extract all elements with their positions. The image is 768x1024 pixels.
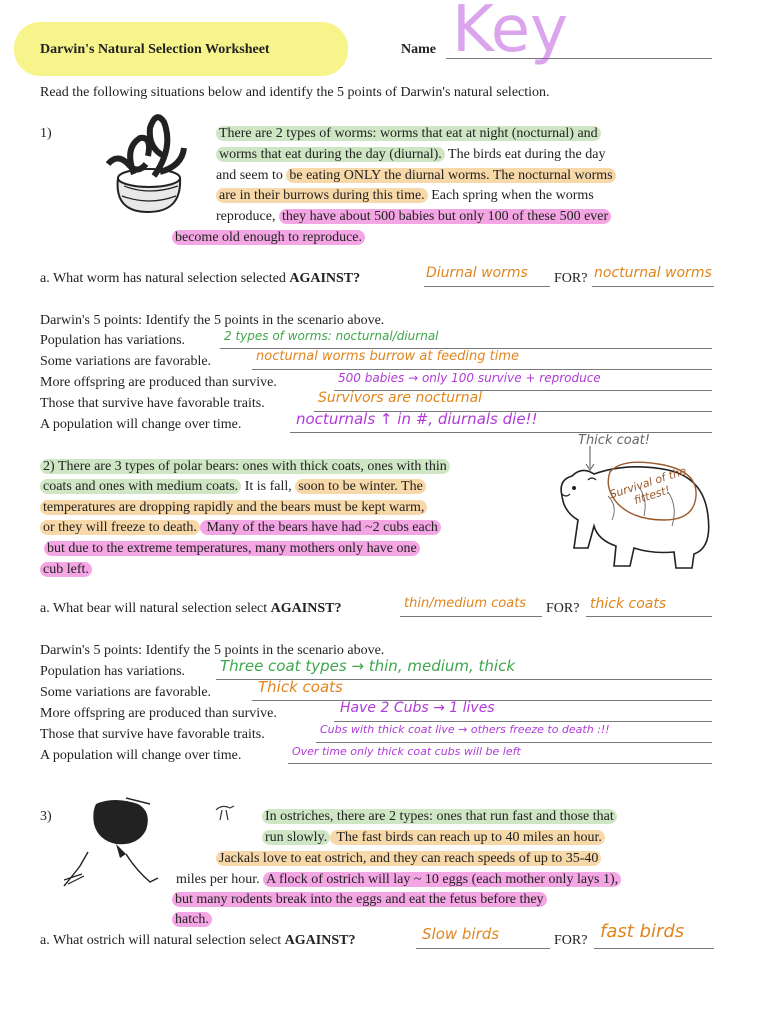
s2-image-note-thick: Thick coat! — [578, 433, 650, 448]
s2-point-1-answer: Three coat types → thin, medium, thick — [220, 657, 516, 675]
s2-line-3: temperatures are dropping rapidly and the bears must be kept warm, — [40, 498, 427, 518]
s2-line-5: but due to the extreme temperatures, many mothers only have one — [44, 539, 420, 559]
name-answer: Key — [452, 0, 569, 67]
s1-point-5-label: A population will change over time. — [40, 417, 242, 432]
s2-point-2-answer: Thick coats — [258, 678, 343, 696]
s2-for-answer: thick coats — [590, 596, 667, 612]
s2-line-1: 2) There are 3 types of polar bears: ones with thick coats, ones with thin — [40, 457, 450, 477]
s1-line-3: and seem to be eating ONLY the diurnal worms. The nocturnal worms — [216, 166, 616, 186]
s3-against-answer: Slow birds — [422, 925, 500, 943]
worksheet-title: Darwin's Natural Selection Worksheet — [40, 42, 270, 57]
s2-point-4-answer: Cubs with thick coat live → others freeze to death :!! — [320, 723, 610, 736]
s2-point-1-label: Population has variations. — [40, 664, 186, 679]
ostrich-image — [54, 796, 164, 890]
s3-line-2: run slowly. The fast birds can reach up to 40 miles an hour. — [262, 828, 605, 848]
s3-line-5: but many rodents break into the eggs and eat the fetus before they — [172, 890, 547, 910]
s2-image-note-survival: Survival of the fittest! — [607, 464, 689, 508]
s2-line-4: or they will freeze to death. Many of the bears have had ~2 cubs each — [40, 518, 441, 538]
s2-point-2-label: Some variations are favorable. — [40, 685, 212, 700]
s2-against-answer: thin/medium coats — [404, 596, 527, 611]
s3-line-3: Jackals love to eat ostrich, and they can reach speeds of up to 35-40 — [216, 849, 601, 869]
s1-point-1-label: Population has variations. — [40, 333, 186, 348]
s2-point-4-label: Those that survive have favorable traits. — [40, 727, 265, 742]
s2-point-5-label: A population will change over time. — [40, 748, 242, 763]
s1-line-2: worms that eat during the day (diurnal). The birds eat during the day — [216, 145, 605, 165]
s3-line-1: In ostriches, there are 2 types: ones that run fast and those that — [262, 807, 617, 827]
s3-line-6: hatch. — [172, 910, 212, 930]
small-ostrich-icon — [212, 802, 236, 824]
s2-for-label: FOR? — [546, 601, 580, 616]
name-label: Name — [401, 42, 436, 57]
s2-point-3-label: More offspring are produced than survive. — [40, 706, 277, 721]
s1-question: a. What worm has natural selection selected AGAINST? — [40, 271, 361, 286]
s1-line-6: become old enough to reproduce. — [172, 228, 365, 248]
s1-line-1: There are 2 types of worms: worms that eat at night (nocturnal) and — [216, 124, 601, 144]
s1-point-3-answer: 500 babies → only 100 survive + reproduce — [338, 371, 601, 385]
s2-points-title: Darwin's 5 points: Identify the 5 points in the scenario above. — [40, 643, 385, 658]
s1-number: 1) — [40, 126, 52, 141]
s1-line-5: reproduce, they have about 500 babies but only 100 of these 500 ever — [216, 207, 611, 227]
s2-line-6: cub left. — [40, 560, 92, 580]
instructions: Read the following situations below and identify the 5 points of Darwin's natural selection. — [40, 85, 550, 100]
s3-question: a. What ostrich will natural selection select AGAINST? — [40, 933, 356, 948]
s1-points-title: Darwin's 5 points: Identify the 5 points in the scenario above. — [40, 313, 385, 328]
s1-line-4: are in their burrows during this time. Each spring when the worms — [216, 186, 594, 206]
worm-can-image — [94, 108, 194, 216]
s1-for-label: FOR? — [554, 271, 588, 286]
s2-line-2: coats and ones with medium coats. It is fall, soon to be winter. The — [40, 477, 426, 497]
s1-for-answer: nocturnal worms — [594, 265, 712, 281]
s1-against-answer: Diurnal worms — [426, 265, 528, 281]
s1-point-5-answer: nocturnals ↑ in #, diurnals die!! — [296, 410, 538, 428]
s1-point-2-label: Some variations are favorable. — [40, 354, 212, 369]
s2-point-3-answer: Have 2 Cubs → 1 lives — [340, 700, 495, 716]
s1-point-1-answer: 2 types of worms: nocturnal/diurnal — [224, 329, 439, 343]
s1-point-2-answer: nocturnal worms burrow at feeding time — [256, 349, 519, 364]
s1-point-3-label: More offspring are produced than survive. — [40, 375, 277, 390]
s1-point-4-answer: Survivors are nocturnal — [318, 390, 483, 406]
s1-point-4-label: Those that survive have favorable traits. — [40, 396, 265, 411]
s3-for-answer: fast birds — [600, 921, 685, 942]
s2-question: a. What bear will natural selection select AGAINST? — [40, 601, 342, 616]
s3-for-label: FOR? — [554, 933, 588, 948]
s3-line-4: miles per hour. A flock of ostrich will lay ~ 10 eggs (each mother only lays 1), — [176, 870, 621, 890]
s2-point-5-answer: Over time only thick coat cubs will be left — [292, 745, 521, 758]
s3-number: 3) — [40, 809, 52, 824]
